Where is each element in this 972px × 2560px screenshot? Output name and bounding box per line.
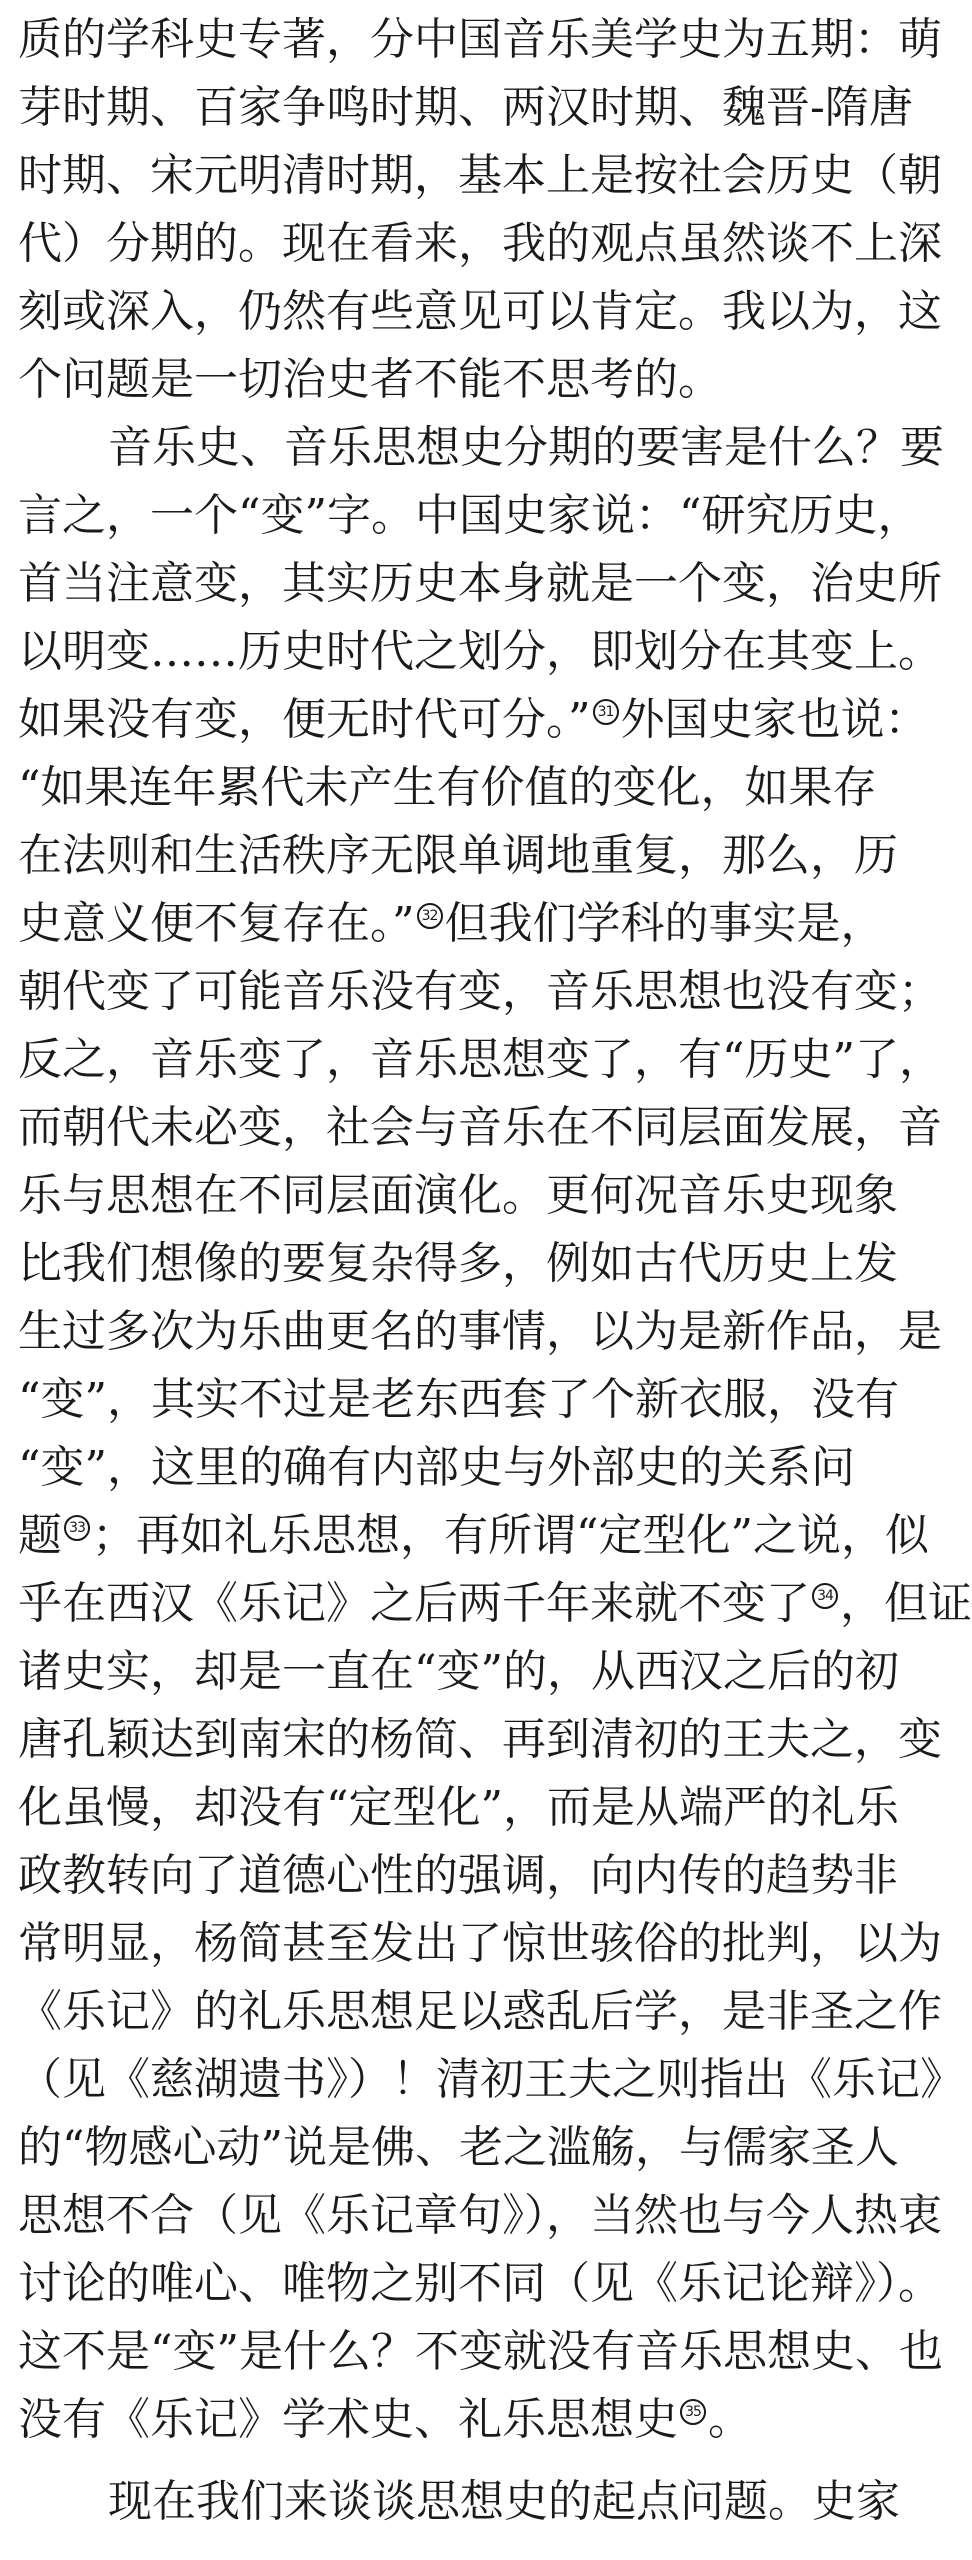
text-line	[18, 6, 942, 74]
line-text-after: 外国史家也说：	[620, 694, 929, 745]
footnote-marker[interactable]: 32	[417, 903, 443, 929]
text-line	[18, 74, 913, 142]
line-text: 政教转向了道德心性的强调，向内传的趋势非	[18, 1850, 898, 1901]
text-line	[18, 2114, 899, 2182]
line-text: 反之，音乐变了，音乐思想变了，有“历史”了，	[18, 1034, 943, 1085]
text-line	[18, 1706, 942, 1774]
line-text: 题	[18, 1510, 62, 1561]
line-text: 个问题是一切治史者不能不思考的。	[18, 354, 722, 405]
text-line	[18, 958, 942, 1026]
line-text: 常明显，杨简甚至发出了惊世骇俗的批判，以为	[18, 1918, 942, 1969]
line-text: 质的学科史专著，分中国音乐美学史为五期：萌	[18, 14, 942, 65]
text-line	[18, 1638, 899, 1706]
line-text: 代）分期的。现在看来，我的观点虽然谈不上深	[18, 218, 942, 269]
text-line	[18, 1910, 942, 1978]
line-text: 诸史实，却是一直在“变”的，从西汉之后的初	[18, 1646, 899, 1697]
text-line	[18, 210, 942, 278]
text-line	[18, 618, 942, 686]
line-text: 史意义便不复存在。”	[18, 898, 415, 949]
text-line	[18, 1230, 898, 1298]
text-line	[18, 1162, 898, 1230]
line-text: 这不是“变”是什么？不变就没有音乐思想史、也	[18, 2326, 943, 2377]
text-line	[18, 686, 929, 754]
line-text-after: 。	[708, 2394, 752, 2445]
line-text: 首当注意变，其实历史本身就是一个变，治史所	[18, 558, 942, 609]
text-line	[18, 482, 922, 550]
line-text: 乐与思想在不同层面演化。更何况音乐史现象	[18, 1170, 898, 1221]
paragraph-first-line	[108, 2468, 900, 2536]
line-text: 音乐史、音乐思想史分期的要害是什么？要	[108, 422, 944, 473]
text-line	[18, 346, 884, 414]
text-line	[18, 754, 884, 822]
line-text: 乎在西汉《乐记》之后两千年来就不变了	[18, 1578, 810, 1629]
paragraph-first-line	[108, 414, 944, 482]
line-text: “变”，这里的确有内部史与外部史的关系问	[18, 1442, 855, 1493]
line-text: 如果没有变，便无时代可分。”	[18, 694, 591, 745]
line-text: 《乐记》的礼乐思想足以惑乱后学，是非圣之作	[18, 1986, 942, 2037]
line-text: 现在我们来谈谈思想史的起点问题。史家	[108, 2476, 900, 2527]
line-text: 生过多次为乐曲更名的事情，以为是新作品，是	[18, 1306, 942, 1357]
line-text: 朝代变了可能音乐没有变，音乐思想也没有变；	[18, 966, 942, 1017]
text-line	[18, 1774, 899, 1842]
text-line	[18, 278, 942, 346]
text-line	[18, 1434, 884, 1502]
line-text: 思想不合（见《乐记章句》），当然也与今人热衷	[18, 2190, 942, 2241]
line-text: 讨论的唯心、唯物之别不同（见《乐记论辩》）。	[18, 2258, 942, 2309]
line-text: 时期、宋元明清时期，基本上是按社会历史（朝	[18, 150, 942, 201]
line-text: 化虽慢，却没有“定型化”，而是从端严的礼乐	[18, 1782, 899, 1833]
line-text: “如果连年累代未产生有价值的变化，如果存	[18, 762, 877, 813]
line-text-after: ；再如礼乐思想，有所谓“定型化”之说，似	[92, 1510, 929, 1561]
text-line	[18, 2046, 964, 2114]
text-line	[18, 550, 942, 618]
text-line	[18, 2386, 884, 2454]
footnote-marker[interactable]: 33	[64, 1515, 90, 1541]
line-text: 没有《乐记》学术史、礼乐思想史	[18, 2394, 678, 2445]
line-text: 在法则和生活秩序无限单调地重复，那么，历	[18, 830, 898, 881]
text-line	[18, 1842, 898, 1910]
footnote-marker[interactable]: 35	[680, 2399, 706, 2425]
text-line	[18, 2318, 943, 2386]
text-line	[18, 1026, 943, 1094]
line-text-after: ，但证	[840, 1578, 972, 1629]
line-text: 言之，一个“变”字。中国史家说：“研究历史，	[18, 490, 922, 541]
text-line	[18, 822, 898, 890]
footnote-marker[interactable]: 31	[593, 699, 619, 725]
text-line	[18, 1978, 942, 2046]
line-text: “变”，其实不过是老东西套了个新衣服，没有	[18, 1374, 899, 1425]
line-text: 刻或深入，仍然有些意见可以肯定。我以为，这	[18, 286, 942, 337]
line-text: 芽时期、百家争鸣时期、两汉时期、魏晋-隋唐	[18, 82, 913, 133]
text-line	[18, 2182, 942, 2250]
text-line	[18, 1502, 929, 1570]
text-line	[18, 1298, 942, 1366]
line-text: 而朝代未必变，社会与音乐在不同层面发展，音	[18, 1102, 942, 1153]
text-line	[18, 1366, 899, 1434]
text-line	[18, 1094, 942, 1162]
line-text: 以明变……历史时代之划分，即划分在其变上。	[18, 626, 942, 677]
line-text: 唐孔颖达到南宋的杨简、再到清初的王夫之，变	[18, 1714, 942, 1765]
line-text: 的“物感心动”说是佛、老之滥觞，与儒家圣人	[18, 2122, 899, 2173]
line-text: 比我们想像的要复杂得多，例如古代历史上发	[18, 1238, 898, 1289]
text-line	[18, 1570, 972, 1638]
text-line	[18, 2250, 942, 2318]
text-line	[18, 142, 942, 210]
footnote-marker[interactable]: 34	[812, 1583, 838, 1609]
line-text-after: 但我们学科的事实是，	[444, 898, 885, 949]
line-text: （见《慈湖遗书》）！清初王夫之则指出《乐记》	[18, 2054, 964, 2105]
text-line	[18, 890, 884, 958]
